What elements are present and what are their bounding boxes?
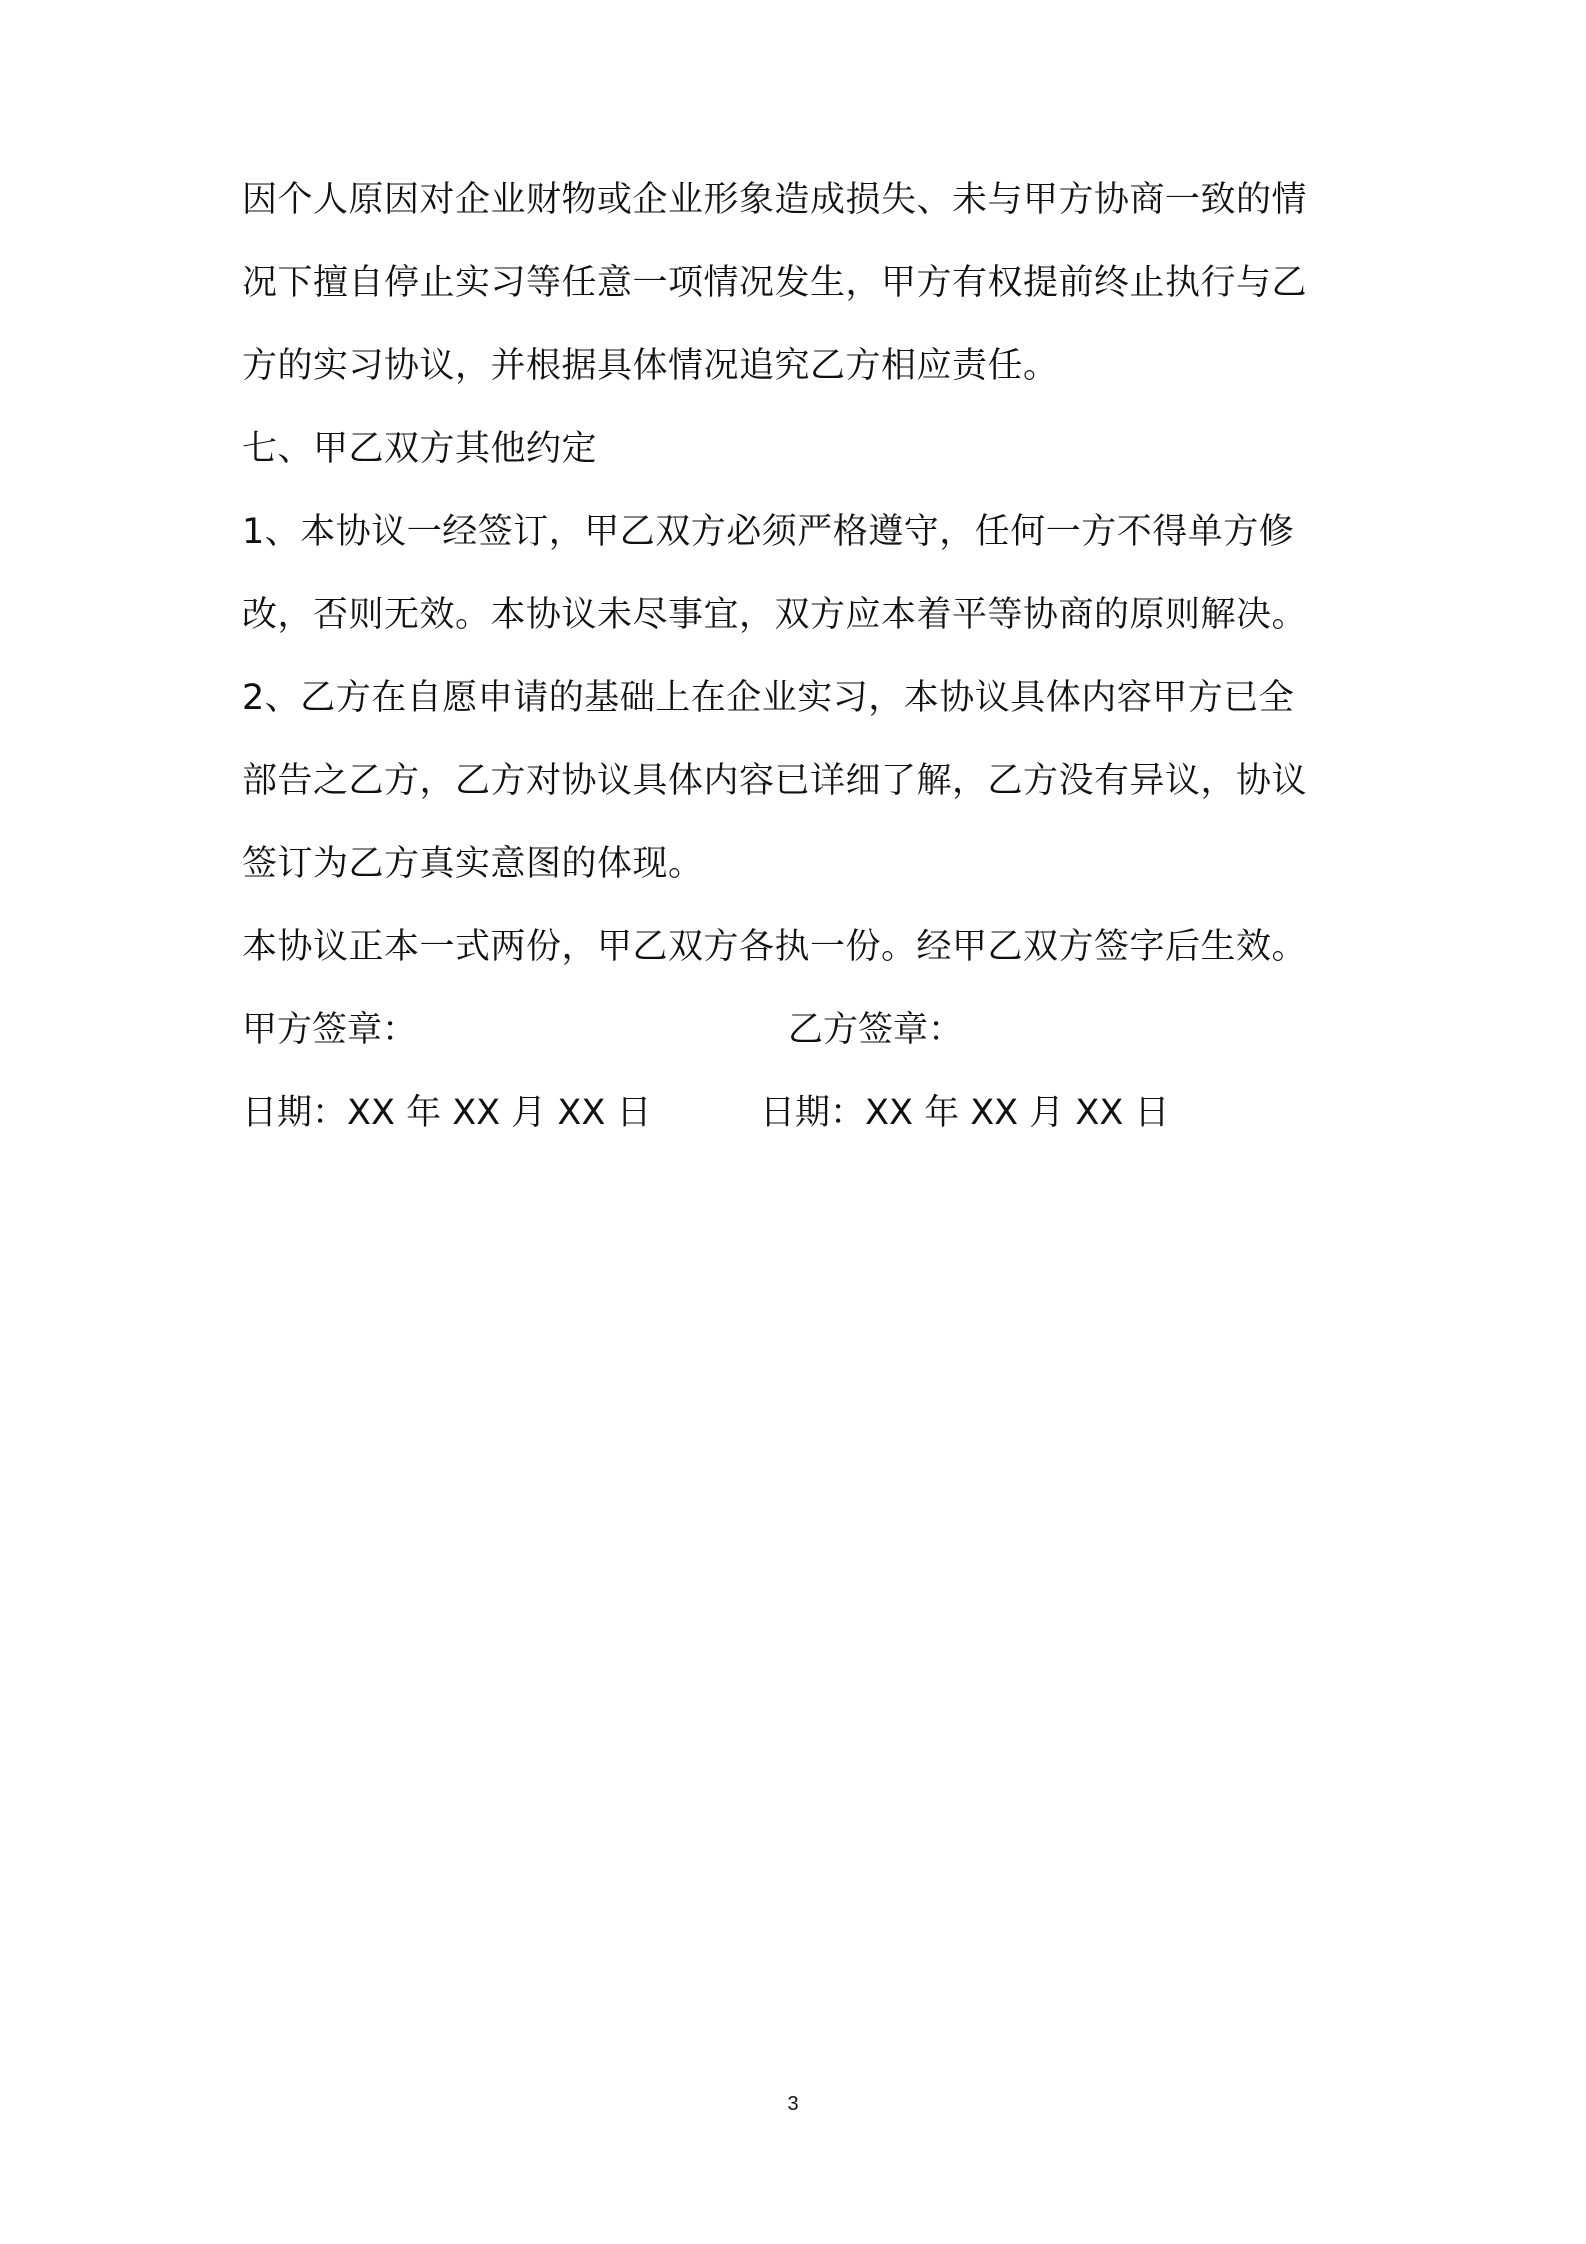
party-a-date: 日期：XX 年 XX 月 XX 日: [242, 1093, 652, 1133]
validity-statement: 本协议正本一式两份，甲乙双方各执一份。经甲乙双方签字后生效。: [242, 927, 1308, 967]
party-a-signature-label: 甲方签章：: [242, 1010, 418, 1050]
paragraph-line: 况下擅自停止实习等任意一项情况发生，甲方有权提前终止执行与乙: [242, 263, 1308, 303]
clause-line: 部告之乙方，乙方对协议具体内容已详细了解，乙方没有异议，协议: [242, 761, 1308, 801]
section-heading: 七、甲乙双方其他约定: [242, 429, 598, 469]
clause-line: 改，否则无效。本协议未尽事宜，双方应本着平等协商的原则解决。: [242, 595, 1308, 635]
party-b-signature-label: 乙方签章：: [788, 1010, 964, 1050]
paragraph-line: 因个人原因对企业财物或企业形象造成损失、未与甲方协商一致的情: [242, 180, 1308, 220]
clause-line: 签订为乙方真实意图的体现。: [242, 844, 704, 884]
party-b-date: 日期：XX 年 XX 月 XX 日: [760, 1093, 1170, 1133]
clause-line: 1、本协议一经签订，甲乙双方必须严格遵守，任何一方不得单方修: [242, 512, 1295, 552]
page-number: 3: [787, 2093, 799, 2115]
paragraph-line: 方的实习协议，并根据具体情况追究乙方相应责任。: [242, 346, 1059, 386]
clause-line: 2、乙方在自愿申请的基础上在企业实习，本协议具体内容甲方已全: [242, 678, 1295, 718]
